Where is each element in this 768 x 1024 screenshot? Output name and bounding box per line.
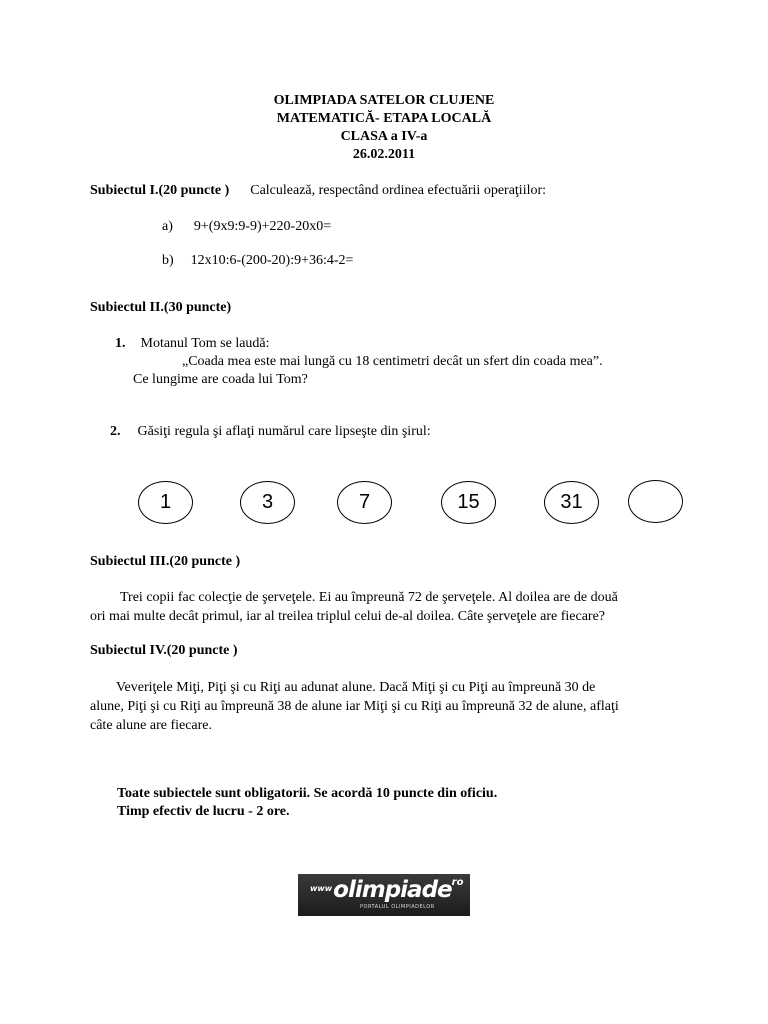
title-olympiad: OLIMPIADA SATELOR CLUJENE xyxy=(273,93,495,108)
subject-4-line3: câte alune are fiecare. xyxy=(90,718,213,733)
subject-4-title: Subiectul IV.(20 puncte ) xyxy=(90,643,238,658)
problem-1-intro: Motanul Tom se laudă: xyxy=(140,336,270,351)
item-a-expression: 9+(9x9:9-9)+220-20x0= xyxy=(193,219,332,234)
problem-1-line1 xyxy=(115,336,270,352)
sequence-circle-3: 7 xyxy=(337,481,392,524)
title-subject: MATEMATICĂ- ETAPA LOCALĂ xyxy=(276,111,492,126)
subject-1-item-b xyxy=(162,253,353,269)
item-b-expression: 12x10:6-(200-20):9+36:4-2= xyxy=(190,253,354,268)
logo-tagline: PORTALUL OLIMPIADELOR xyxy=(360,904,435,910)
sequence-circle-1: 1 xyxy=(138,481,193,524)
subject-4-line2: alune, Piţi şi cu Riţi au împreună 38 de alune iar Miţi şi cu Riţi au împreună 32 de alune, aflaţi xyxy=(90,699,619,714)
subject-2-title: Subiectul II.(30 puncte) xyxy=(90,300,232,315)
subject-4-text xyxy=(90,678,690,735)
logo-tld: ro xyxy=(451,877,464,888)
title-date: 26.02.2011 xyxy=(352,147,416,162)
footer-note-time: Timp efectiv de lucru - 2 ore. xyxy=(117,804,290,819)
problem-1-number: 1. xyxy=(115,336,126,351)
footer-note-mandatory: Toate subiectele sunt obligatorii. Se acordă 10 puncte din oficiu. xyxy=(117,786,498,801)
sequence-circle-2: 3 xyxy=(240,481,295,524)
logo-name: olimpiade xyxy=(333,877,452,903)
sequence-circle-4: 15 xyxy=(441,481,496,524)
olimpiade-logo xyxy=(298,874,470,916)
item-b-label: b) xyxy=(162,253,174,268)
problem-1-quote: „Coada mea este mai lungă cu 18 centimetri decât un sfert din coada mea”. xyxy=(182,354,603,369)
subject-1-row xyxy=(90,183,546,199)
problem-2-number: 2. xyxy=(110,424,121,439)
sequence-circle-missing xyxy=(628,480,683,523)
subject-1-title: Subiectul I.(20 puncte ) xyxy=(90,183,230,198)
problem-2-line xyxy=(110,424,431,440)
logo-www: www xyxy=(310,884,333,893)
item-a-label: a) xyxy=(162,219,173,234)
sequence-circle-5: 31 xyxy=(544,481,599,524)
problem-1-question: Ce lungime are coada lui Tom? xyxy=(133,372,308,387)
subject-4-line1: Veveriţele Miţi, Piţi şi cu Riţi au adunat alune. Dacă Miţi şi cu Piţi au împreună 30 de xyxy=(116,680,596,695)
subject-3-text xyxy=(90,588,690,626)
subject-1-instruction: Calculează, respectând ordinea efectuării operaţiilor: xyxy=(250,183,547,198)
subject-3-title: Subiectul III.(20 puncte ) xyxy=(90,554,241,569)
subject-3-line2: ori mai multe decât primul, iar al treilea triplul celui de-al doilea. Câte şerveţele are fiecare? xyxy=(90,609,606,624)
problem-2-text: Găsiţi regula şi aflaţi numărul care lipseşte din şirul: xyxy=(137,424,431,439)
subject-3-line1: Trei copii fac colecţie de şerveţele. Ei au împreună 72 de şerveţele. Al doilea are de două xyxy=(120,590,618,605)
logo-wordmark xyxy=(310,877,463,903)
subject-1-item-a xyxy=(162,219,331,235)
title-grade: CLASA a IV-a xyxy=(340,129,428,144)
